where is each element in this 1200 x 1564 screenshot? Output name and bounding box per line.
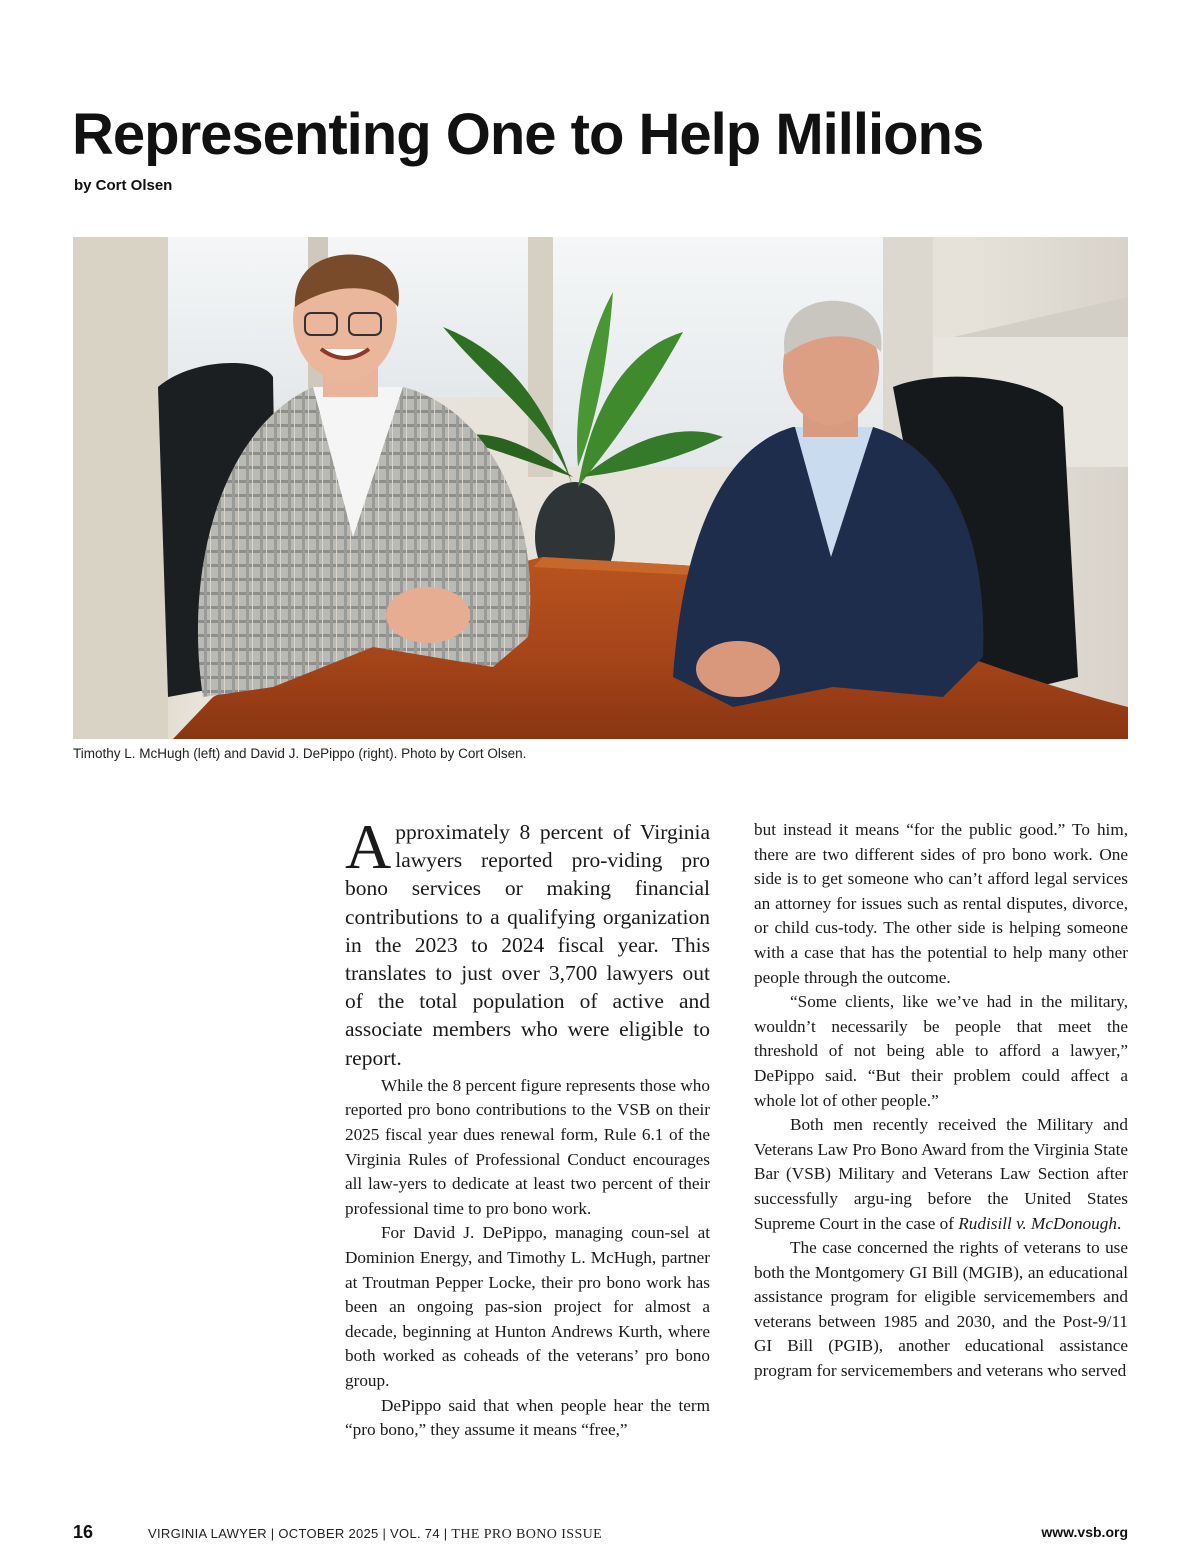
article-title: Representing One to Help Millions bbox=[72, 102, 984, 167]
lede-paragraph bbox=[345, 811, 710, 1072]
body-paragraph: DePippo said that when people hear the term “pro bono,” they assume it means “free,” bbox=[345, 1395, 710, 1440]
issue-name: THE PRO BONO ISSUE bbox=[451, 1527, 603, 1542]
body-column-2 bbox=[754, 818, 1128, 1384]
publication-info bbox=[148, 1526, 602, 1543]
page-footer bbox=[73, 1522, 1128, 1544]
website-link[interactable]: www.vsb.org bbox=[1041, 1524, 1128, 1540]
photo-caption: Timothy L. McHugh (left) and David J. DePippo (right). Photo by Cort Olsen. bbox=[73, 746, 527, 761]
publication-name: VIRGINIA LAWYER | OCTOBER 2025 | VOL. 74 bbox=[148, 1526, 440, 1541]
body-paragraph bbox=[754, 1113, 1128, 1236]
page-number: 16 bbox=[73, 1522, 94, 1542]
paragraph-text: Both men recently received the Military and Veterans Law Pro Bono Award from the Virginia State Bar (VSB) Military and Veterans Law Section after successfully argu-ing before the United States Supreme Court in the case of bbox=[754, 1115, 1128, 1233]
footer-separator: | bbox=[439, 1526, 452, 1541]
paragraph-text: . bbox=[1116, 1213, 1122, 1233]
body-paragraph: “Some clients, like we’ve had in the military, wouldn’t necessarily be people that meet the threshold of not being able to afford a lawyer,” DePippo said. “But their problem could affect a whole lot of other people.” bbox=[754, 992, 1128, 1110]
body-paragraph: For David J. DePippo, managing coun-sel at Dominion Energy, and Timothy L. McHugh, partner at Troutman Pepper Locke, their pro bono work has been an ongoing pas-sion project for almost a decade, beginning at Hunton Andrews Kurth, where both worked as coheads of the veterans’ pro bono group. bbox=[345, 1223, 710, 1390]
body-paragraph: While the 8 percent figure represents those who reported pro bono contributions to the VSB on their 2025 fiscal year dues renewal form, Rule 6.1 of the Virginia Rules of Professional Conduct encourages all law-yers to dedicate at least two percent of their professional time to pro bono work. bbox=[345, 1075, 710, 1218]
body-paragraph: but instead it means “for the public good.” To him, there are two different sides of pro bono work. One side is to get someone who can’t afford legal services an attorney for issues such as rental disputes, divorce, or child cus-tody. The other side is helping someone with a case that has the potential to help many other people through the outcome. bbox=[754, 820, 1128, 987]
article-byline: by Cort Olsen bbox=[74, 177, 173, 194]
article-photo bbox=[73, 237, 1128, 739]
body-paragraph: The case concerned the rights of veterans to use both the Montgomery GI Bill (MGIB), an educational assistance program for eligible servicemembers and veterans between 1985 and 2030, and the Post-9/11 GI Bill (PGIB), another educational assistance program for servicemembers and veterans who served bbox=[754, 1238, 1128, 1381]
case-name: Rudisill v. McDonough bbox=[958, 1213, 1117, 1233]
drop-cap: A bbox=[345, 811, 392, 882]
body-column-1 bbox=[345, 811, 710, 1443]
lede-text: pproximately 8 percent of Virginia lawyers reported pro-viding pro bono services or making financial contributions to a qualifying organization in the 2023 to 2024 fiscal year. This translates to just over 3,700 lawyers out of the total population of active and associate members who were eligible to report. bbox=[345, 820, 710, 1070]
